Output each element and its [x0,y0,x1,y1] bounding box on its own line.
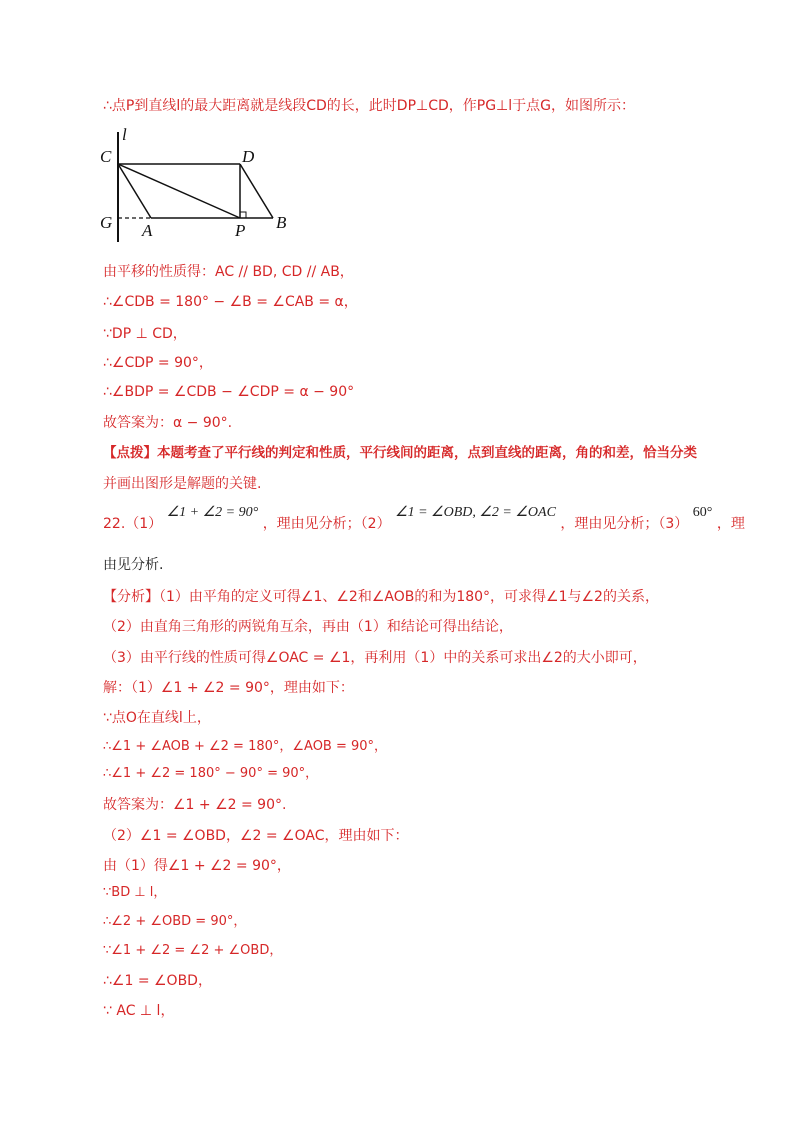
label-g: G [100,213,113,232]
segment-db [240,164,273,218]
text-line-2: 由平移的性质得：AC // BD, CD // AB， [103,264,354,280]
text-line-9: 并画出图形是解题的关键. [103,476,262,492]
solution-line-4: ∴∠1 + ∠2 = 180° − 90° = 90°， [103,766,319,781]
q22-answer-3: 60° [692,505,713,520]
solution-line-7: 由（1）得∠1 + ∠2 = 90°， [103,858,291,874]
label-l: l [122,128,127,144]
text-line-11: 由见分析. [103,557,164,573]
q22-answer-1: ∠1 + ∠2 = 90° [166,505,259,520]
solution-line-12: ∵ AC ⊥ l， [103,1003,175,1019]
solution-line-5: 故答案为：∠1 + ∠2 = 90°. [103,797,287,813]
q22-answer-2: ∠1 = ∠OBD, ∠2 = ∠OAC [395,505,556,520]
text-line-4: ∵DP ⊥ CD， [103,326,187,342]
solution-line-2: ∵点O在直线l上， [103,710,211,726]
geometry-diagram [98,128,298,248]
solution-line-3: ∴∠1 + ∠AOB + ∠2 = 180°，∠AOB = 90°， [103,739,388,754]
label-a: A [142,221,153,240]
text-line-tip: 【点拨】本题考查了平行线的判定和性质，平行线间的距离，点到直线的距离，角的和差，恰当分类 [103,445,697,461]
question-22-answer-line [103,505,745,535]
analysis-line-2: （2）由直角三角形的两锐角互余，再由（1）和结论可得出结论， [103,619,513,635]
right-angle-mark [240,212,246,218]
label-b: B [276,213,287,232]
text-line-6: ∴∠BDP = ∠CDB − ∠CDP = α − 90° [103,384,355,400]
label-p: P [235,221,246,240]
solution-line-6: （2）∠1 = ∠OBD，∠2 = ∠OAC，理由如下： [103,828,409,844]
solution-line-11: ∴∠1 = ∠OBD， [103,973,212,989]
q22-number: 22.（1） [103,516,163,532]
text-line-7: 故答案为：α − 90°. [103,415,233,431]
analysis-line-1: 【分析】（1）由平角的定义可得∠1、∠2和∠AOB的和为180°，可求得∠1与∠2的关系， [103,589,659,605]
q22-text-3: ，理 [716,516,745,532]
solution-line-1: 解：（1）∠1 + ∠2 = 90°，理由如下： [103,680,354,696]
q22-text-2: ，理由见分析；（3） [560,516,689,532]
segment-cp [118,164,240,218]
label-d: D [242,147,255,166]
analysis-line-3: （3）由平行线的性质可得∠OAC = ∠1，再利用（1）中的关系可求出∠2的大小即可， [103,650,647,666]
solution-line-10: ∵∠1 + ∠2 = ∠2 + ∠OBD， [103,943,283,958]
solution-line-9: ∴∠2 + ∠OBD = 90°， [103,914,247,929]
label-c: C [100,147,112,166]
q22-text-1: ，理由见分析；（2） [262,516,391,532]
text-line-5: ∴∠CDP = 90°， [103,355,213,371]
text-line-3: ∴∠CDB = 180° − ∠B = ∠CAB = α， [103,294,358,310]
text-line-1: ∴点P到直线l的最大距离就是线段CD的长，此时DP⊥CD，作PG⊥l于点G，如图所示： [103,98,635,114]
solution-line-8: ∵BD ⊥ l， [103,885,167,900]
